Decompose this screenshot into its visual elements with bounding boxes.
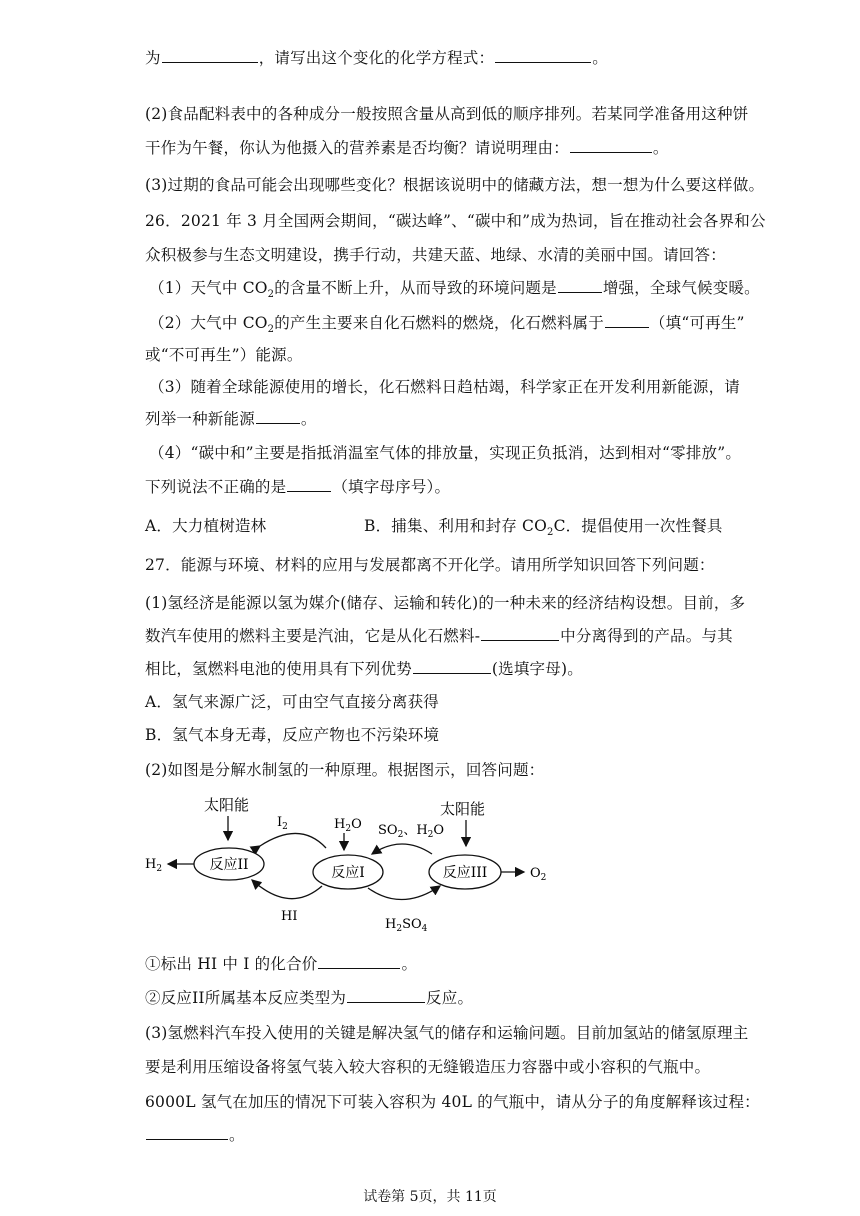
text-segment: （2）大气中 CO — [149, 314, 268, 332]
reaction-1-label: 反应I — [331, 865, 365, 881]
h2so4-label: $H_2SO_4$ — [385, 917, 428, 934]
text-segment: 为 — [145, 49, 161, 67]
answer-blank[interactable] — [162, 48, 258, 63]
question-26-sub1 — [149, 278, 760, 301]
text-segment: （1）天气中 CO — [149, 279, 268, 297]
reaction-2-label: 反应II — [209, 857, 249, 873]
question-26-sub4: （4）“碳中和”主要是指抵消温室气体的排放量，实现正负抵消，达到相对“零排放”。 — [149, 444, 742, 462]
text-line: (3)过期的食品可能会出现哪些变化？根据该说明中的储藏方法，想一想为什么要这样做。 — [145, 176, 765, 194]
answer-blank[interactable] — [570, 138, 652, 153]
text-segment: 。 — [592, 49, 608, 67]
text-segment: 。 — [652, 139, 669, 157]
answer-blank[interactable] — [481, 626, 559, 641]
text-line — [145, 988, 473, 1008]
question-26-sub2 — [149, 313, 745, 336]
answer-blank[interactable] — [413, 659, 491, 674]
text-segment: 中分离得到的产品。与其 — [560, 627, 733, 645]
question-26-line: 众积极参与生态文明建设，携手行动，共建天蓝、地绿、水清的美丽中国。请回答： — [145, 246, 726, 264]
answer-blank[interactable] — [605, 313, 649, 328]
option-b — [364, 517, 554, 539]
text-segment: 数汽车使用的燃料主要是汽油，它是从化石燃料- — [145, 627, 481, 645]
i2-label: $I_2$ — [277, 815, 288, 832]
text-segment: 的产生主要来自化石燃料的燃烧，化石燃料属于 — [274, 314, 604, 332]
text-line — [145, 138, 669, 158]
solar-energy-label: 太阳能 — [204, 796, 250, 814]
text-segment: ②反应II所属基本反应类型为 — [145, 989, 347, 1007]
page-footer: 试卷第 5页，共 11页 — [363, 1189, 497, 1205]
answer-blank[interactable] — [287, 477, 331, 492]
text-segment: ①标出 HI 中 I 的化合价 — [145, 955, 318, 973]
text-line: 或“不可再生”）能源。 — [145, 346, 303, 364]
subscript: 2 — [547, 527, 554, 539]
water-splitting-diagram — [140, 788, 560, 938]
text-segment: 列举一种新能源 — [145, 410, 255, 428]
text-segment: 干作为午餐，你认为他摄入的营养素是否均衡？请说明理由： — [145, 139, 569, 157]
solar-energy-label: 太阳能 — [440, 800, 486, 818]
text-line: (2)如图是分解水制氢的一种原理。根据图示，回答问题： — [145, 761, 545, 779]
subscript: 2 — [267, 324, 275, 336]
text-line — [145, 659, 583, 679]
option-c: C．提倡使用一次性餐具 — [553, 517, 723, 535]
text-line: (1)氢经济是能源以氢为媒介(储存、运输和转化)的一种未来的经济结构设想。目前，多 — [145, 594, 746, 612]
text-line — [145, 1125, 245, 1145]
text-line: 6000L 氢气在加压的情况下可装入容积为 40L 的气瓶中，请从分子的角度解释该过程： — [145, 1093, 760, 1111]
text-segment: (选填字母)。 — [491, 660, 583, 678]
text-line: 要是利用压缩设备将氢气装入较大容积的无缝锻造压力容器中或小容积的气瓶中。 — [145, 1058, 711, 1076]
text-line — [145, 409, 317, 429]
h2-output-label: $H_2$ — [145, 857, 163, 874]
text-line — [145, 626, 733, 646]
text-segment: ，请写出这个变化的化学方程式： — [258, 49, 495, 67]
text-segment: 。 — [300, 410, 317, 428]
arrow — [252, 880, 322, 899]
text-line — [145, 48, 608, 68]
option-a: A．氢气来源广泛，可由空气直接分离获得 — [145, 693, 439, 711]
answer-blank[interactable] — [256, 409, 300, 424]
arrow — [372, 844, 432, 854]
answer-blank[interactable] — [318, 954, 400, 969]
answer-blank[interactable] — [558, 278, 602, 293]
text-segment: 增强，全球气候变暖。 — [602, 279, 760, 297]
question-26-line: 26．2021 年 3 月全国两会期间，“碳达峰”、“碳中和”成为热词，旨在推动社会各界和公 — [145, 212, 766, 230]
arrow — [260, 833, 326, 848]
so2-h2o-label: $SO_2$、$H_2O$ — [378, 823, 445, 840]
answer-blank[interactable] — [495, 48, 591, 63]
option-b: B．氢气本身无毒，反应产物也不污染环境 — [145, 726, 440, 744]
text-segment: 下列说法不正确的是 — [145, 478, 287, 496]
text-segment: （填“可再生” — [649, 314, 745, 332]
text-segment: 。 — [229, 1126, 245, 1144]
subscript: 2 — [267, 289, 275, 301]
answer-blank[interactable] — [146, 1125, 228, 1140]
o2-output-label: $O_2$ — [530, 866, 547, 883]
answer-blank[interactable] — [347, 988, 425, 1003]
option-row — [145, 516, 723, 539]
text-segment: 反应。 — [426, 989, 474, 1007]
question-27-line: 27．能源与环境、材料的应用与发展都离不开化学。请用所学知识回答下列问题： — [145, 556, 715, 574]
arrow — [368, 886, 440, 900]
text-segment: 。 — [401, 955, 418, 973]
text-segment: B．捕集、利用和封存 CO — [364, 517, 547, 535]
text-line: (2)食品配料表中的各种成分一般按照含量从高到低的顺序排列。若某同学准备用这种饼 — [145, 105, 749, 123]
question-26-sub3: （3）随着全球能源使用的增长，化石燃料日趋枯竭，科学家正在开发利用新能源，请 — [149, 378, 740, 396]
text-segment: 的含量不断上升，从而导致的环境问题是 — [274, 279, 557, 297]
text-line: (3)氢燃料汽车投入使用的关键是解决氢气的储存和运输问题。目前加氢站的储氢原理主 — [145, 1024, 749, 1042]
text-line — [145, 477, 450, 497]
option-a: A．大力植树造林 — [145, 517, 267, 535]
text-segment: 相比，氢燃料电池的使用具有下列优势 — [145, 660, 412, 678]
text-line — [145, 954, 417, 974]
hi-label: HI — [281, 909, 298, 924]
reaction-3-label: 反应III — [442, 865, 488, 881]
h2o-label: $H_2O$ — [334, 817, 362, 834]
text-segment: （填字母序号）。 — [332, 478, 451, 496]
